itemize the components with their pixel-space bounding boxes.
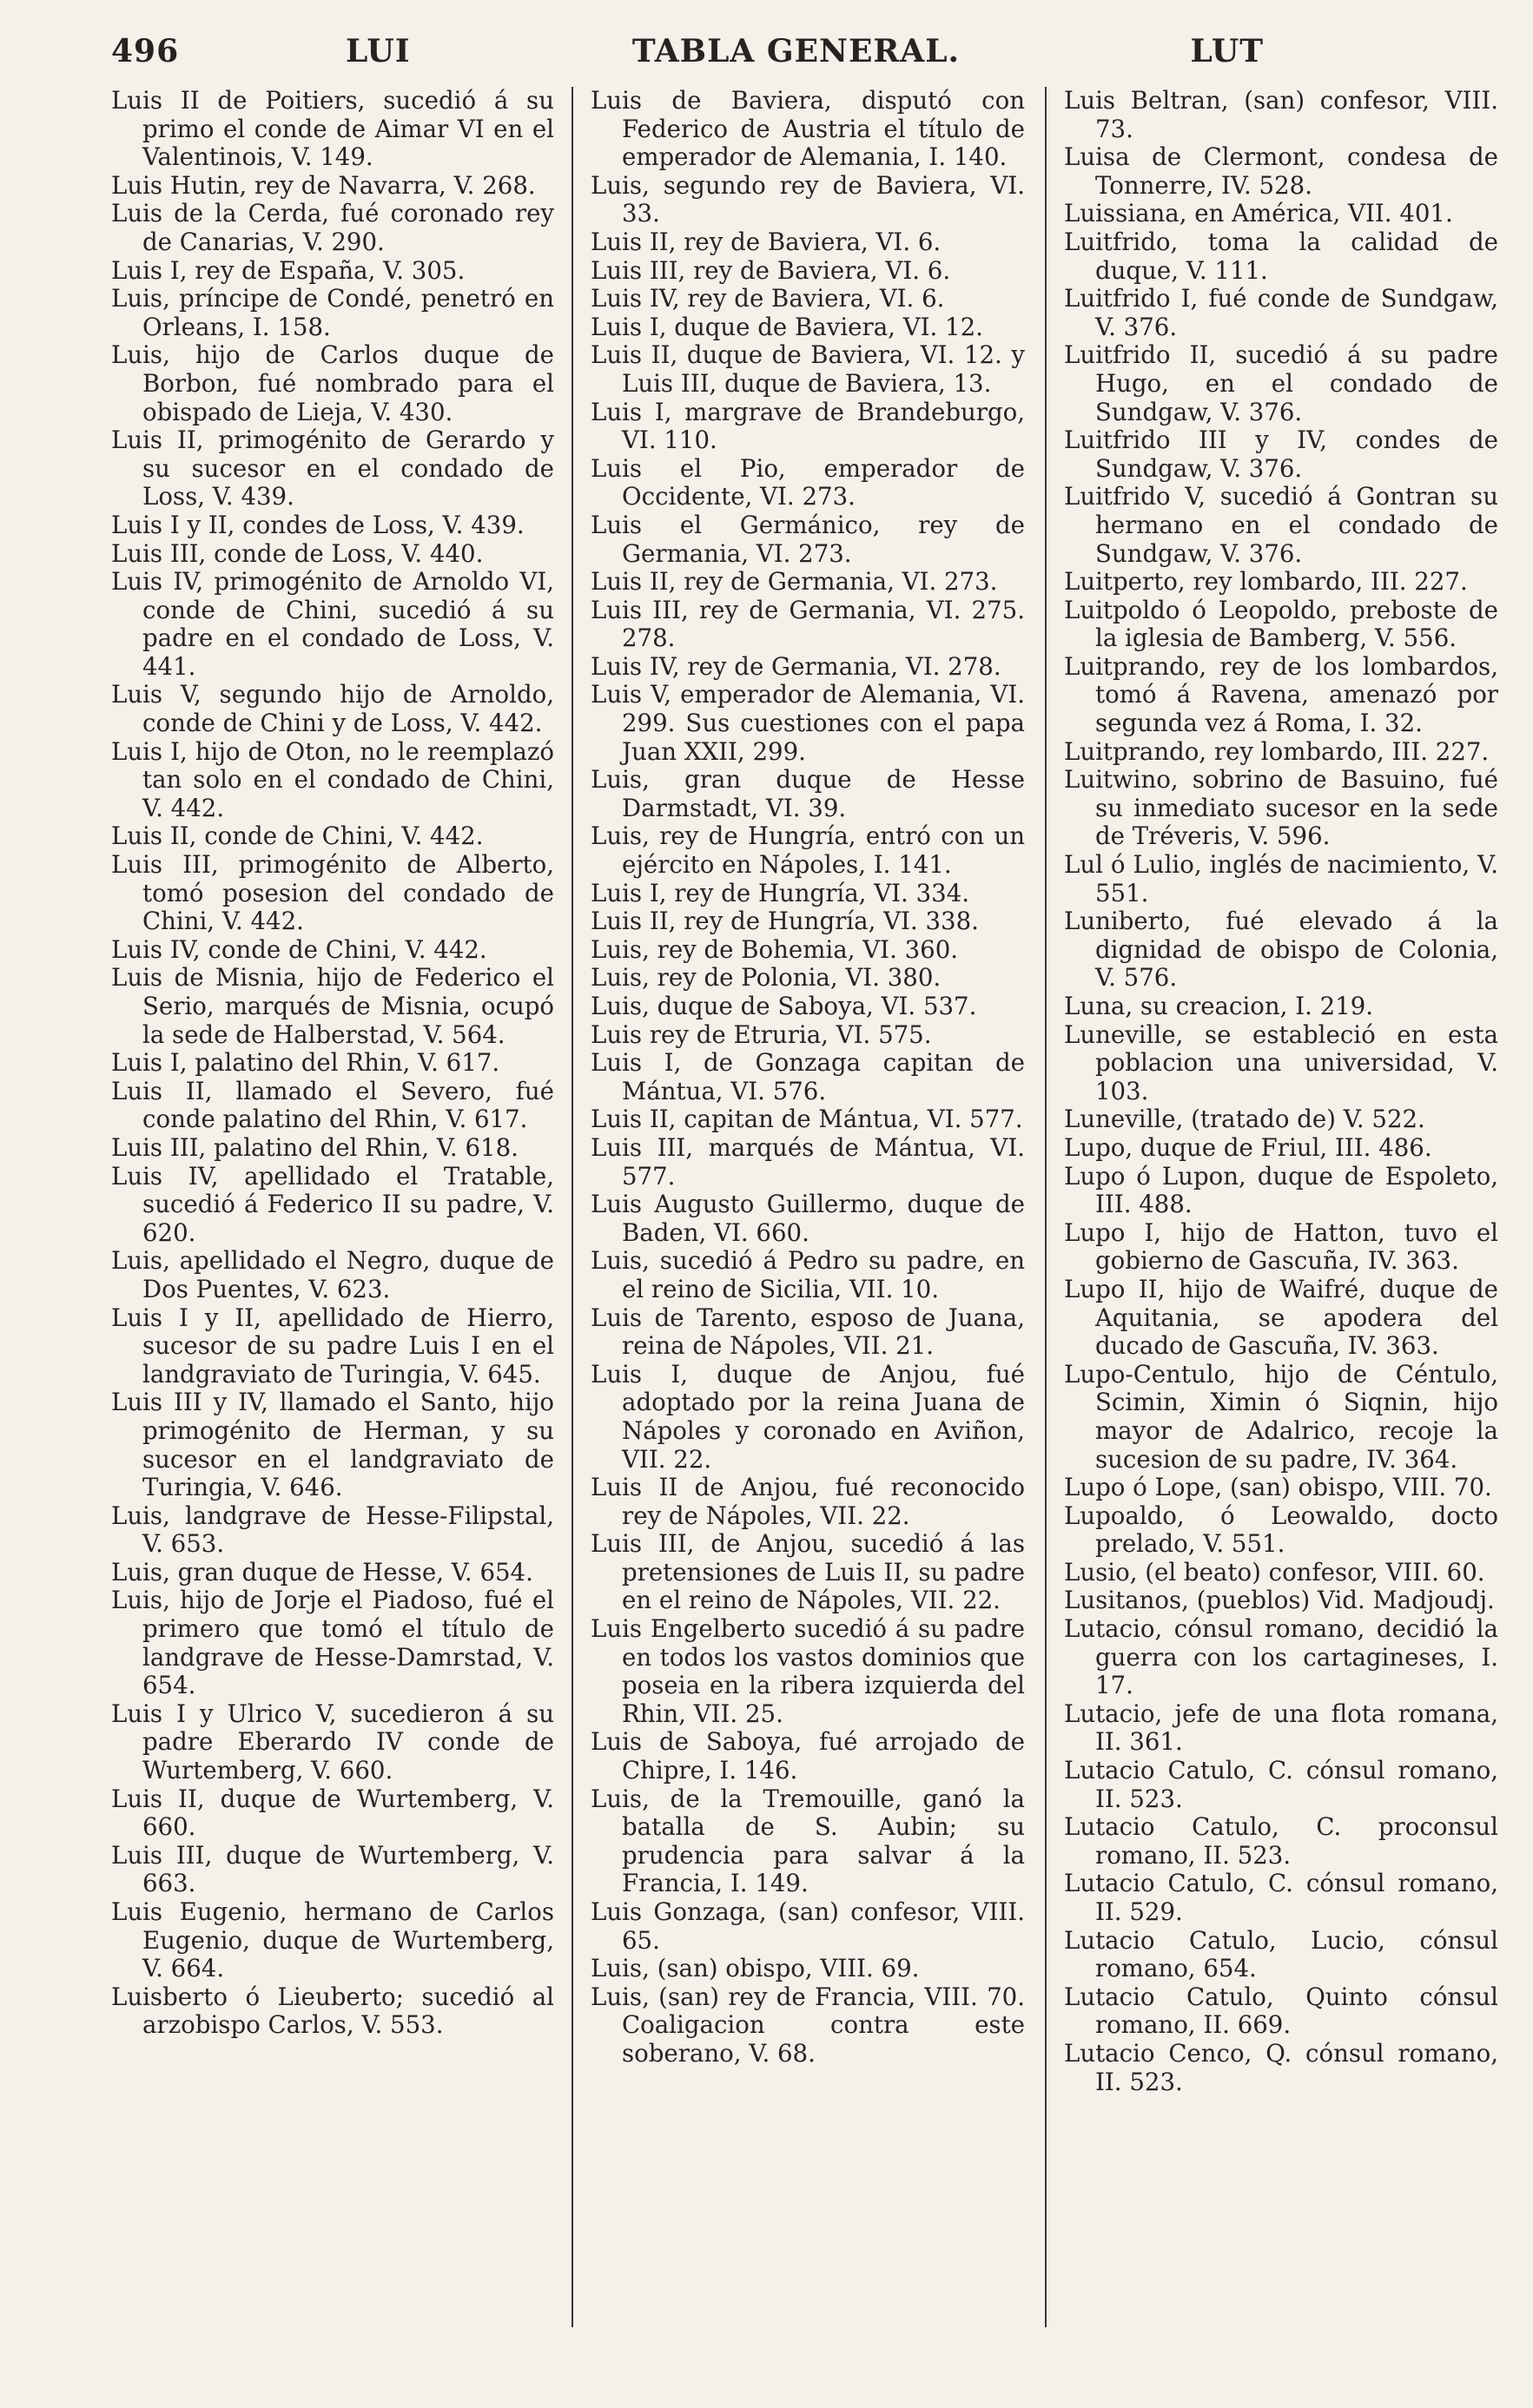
index-entry: Luis III, marqués de Mántua, VI. 577. [591,1132,1025,1191]
index-entry: Luis, hijo de Carlos duque de Borbon, fué nombrado para el obispado de Lieja, V. 430. [111,340,554,426]
header-right-word: LUT [1190,33,1264,69]
index-entry: Luitperto, rey lombardo, III. 227. [1064,567,1468,597]
index-entry: Luis de Baviera, disputó con Federico de Austria el título de emperador de Alemania, I. 140. [591,86,1025,172]
index-entry: Luis, (san) obispo, VIII. 69. [591,1954,920,1983]
index-entry: Luis rey de Etruria, VI. 575. [591,1019,932,1049]
index-entry: Luis II de Poitiers, sucedió á su primo el conde de Aimar VI en el Valentinois, V. 149. [111,86,554,172]
index-entry: Luna, su creacion, I. 219. [1064,992,1374,1020]
index-entry: Luis II, conde de Chini, V. 442. [111,821,484,851]
index-entry: Luis III, rey de Germania, VI. 275. 278. [591,595,1025,653]
index-entry: Luis IV, conde de Chini, V. 442. [111,934,487,964]
index-entry: Luis III y IV, llamado el Santo, hijo primogénito de Herman, y su sucesor en el landgraviato de Turingia, V. 646. [111,1388,554,1502]
index-entry: Luis, duque de Saboya, VI. 537. [591,992,977,1020]
index-entry: Luis III, palatino del Rhin, V. 618. [111,1132,519,1162]
index-entry: Luis, apellidado el Negro, duque de Dos Puentes, V. 623. [111,1246,554,1303]
index-entry: Luis, (san) rey de Francia, VIII. 70. Coaligacion contra este soberano, V. 68. [591,1982,1025,2068]
page-number: 496 [111,33,180,69]
index-column-1 [111,87,554,2356]
index-entry: Luis I, margrave de Brandeburgo, VI. 110. [591,397,1025,455]
index-entry: Luis Engelberto sucedió á su padre en todos los vastos dominios que poseia en la ribera izquierda del Rhin, VII. 25. [591,1614,1025,1728]
index-entry: Lupoaldo, ó Leowaldo, docto prelado, V. 551. [1064,1501,1498,1559]
index-entry: Luis, rey de Polonia, VI. 380. [591,963,942,993]
index-entry: Luis II, rey de Baviera, VI. 6. [591,227,942,256]
index-entry: Luis IV, apellidado el Tratable, sucedió á Federico II su padre, V. 620. [111,1161,554,1247]
index-entry: Luis III, de Anjou, sucedió á las pretensiones de Luis II, su padre en el reino de Nápoles, VII. 22. [591,1529,1025,1615]
index-entry: Lutacio Catulo, C. proconsul romano, II. 523. [1064,1812,1498,1870]
index-entry: Luis V, emperador de Alemania, VI. 299. Sus cuestiones con el papa Juan XXII, 299. [591,680,1025,766]
index-entry: Lutacio Catulo, C. cónsul romano, II. 523. [1064,1756,1498,1813]
index-entry: Luis, sucedió á Pedro su padre, en el reino de Sicilia, VII. 10. [591,1246,1025,1303]
index-entry: Luitprando, rey de los lombardos, tomó á Ravena, amenazó por segunda vez á Roma, I. 32. [1064,651,1498,738]
index-entry: Luis II, capitan de Mántua, VI. 577. [591,1105,1023,1134]
index-entry: Luneville, (tratado de) V. 522. [1064,1105,1425,1134]
index-entry: Lutacio Catulo, Quinto cónsul romano, II. 669. [1064,1982,1498,2040]
index-entry: Luis Beltran, (san) confesor, VIII. 73. [1064,86,1498,143]
index-entry: Luis II, duque de Wurtemberg, V. 660. [111,1784,554,1842]
index-entry: Luis I, duque de Baviera, VI. 12. [591,312,983,341]
index-entry: Luniberto, fué elevado á la dignidad de obispo de Colonia, V. 576. [1064,907,1498,993]
index-entry: Luisberto ó Lieuberto; sucedió al arzobispo Carlos, V. 553. [111,1982,554,2040]
index-entry: Luis Gonzaga, (san) confesor, VIII. 65. [591,1897,1025,1955]
index-entry: Lupo-Centulo, hijo de Céntulo, Scimin, Ximin ó Siqnin, hijo mayor de Adalrico, recoje la sucesion de su padre, IV. 364. [1064,1359,1498,1474]
index-column-2 [591,87,1025,2356]
index-entry: Luis I, rey de Hungría, VI. 334. [591,878,970,907]
index-entry: Luis, de la Tremouille, ganó la batalla de S. Aubin; su prudencia para salvar á la Francia, I. 149. [591,1784,1025,1898]
index-entry: Lutacio, jefe de una flota romana, II. 361. [1064,1699,1498,1757]
index-entry: Lutacio Catulo, C. cónsul romano, II. 529. [1064,1869,1498,1926]
index-entry: Luitpoldo ó Leopoldo, preboste de la iglesia de Bamberg, V. 556. [1064,595,1498,653]
index-entry: Luis I, duque de Anjou, fué adoptado por la reina Juana de Nápoles y coronado en Aviñon, VII. 22. [591,1359,1025,1474]
index-entry: Luis IV, rey de Germania, VI. 278. [591,651,1001,681]
index-entry: Luissiana, en América, VII. 401. [1064,199,1453,228]
column-divider [1045,87,1047,2327]
index-entry: Luis II, llamado el Severo, fué conde palatino del Rhin, V. 617. [111,1076,554,1134]
index-entry: Luis III, primogénito de Alberto, tomó posesion del condado de Chini, V. 442. [111,850,554,936]
index-entry: Luis I y II, apellidado de Hierro, sucesor de su padre Luis I en el landgraviato de Turingia, V. 645. [111,1303,554,1389]
index-entry: Luis, hijo de Jorje el Piadoso, fué el primero que tomó el título de landgrave de Hesse-Damrstad, V. 654. [111,1586,554,1700]
index-entry: Luis I y Ulrico V, sucedieron á su padre Eberardo IV conde de Wurtemberg, V. 660. [111,1699,554,1785]
column-divider [572,87,573,2327]
index-entry: Luitfrido III y IV, condes de Sundgaw, V. 376. [1064,426,1498,483]
running-header [111,33,1481,89]
index-entry: Luis I, de Gonzaga capitan de Mántua, VI. 576. [591,1048,1025,1105]
index-entry: Luis, gran duque de Hesse, V. 654. [111,1557,533,1587]
index-entry: Luisa de Clermont, condesa de Tonnerre, IV. 528. [1064,142,1498,200]
index-entry: Lusio, (el beato) confesor, VIII. 60. [1064,1557,1485,1587]
index-entry: Luis, príncipe de Condé, penetró en Orleans, I. 158. [111,284,554,341]
index-entry: Lutacio, cónsul romano, decidió la guerra con los cartagineses, I. 17. [1064,1614,1498,1700]
index-entry: Luis V, segundo hijo de Arnoldo, conde de Chini y de Loss, V. 442. [111,680,554,738]
index-entry: Luis, gran duque de Hesse Darmstadt, VI. 39. [591,765,1025,822]
page-title: TABLA GENERAL. [631,33,961,69]
index-entry: Luis II, rey de Hungría, VI. 338. [591,907,979,936]
index-entry: Luis, landgrave de Hesse-Filipstal, V. 653. [111,1501,554,1559]
index-entry: Luis de la Cerda, fué coronado rey de Canarias, V. 290. [111,199,554,256]
index-entry: Lul ó Lulio, inglés de nacimiento, V. 551. [1064,850,1498,907]
index-entry: Luis Eugenio, hermano de Carlos Eugenio, duque de Wurtemberg, V. 664. [111,1897,554,1983]
index-entry: Luis IV, primogénito de Arnoldo VI, conde de Chini, sucedió á su padre en el condado de Loss, V. 441. [111,567,554,681]
header-left-word: LUI [346,33,411,69]
index-column-3 [1064,87,1498,2356]
index-entry: Luis II, duque de Baviera, VI. 12. y Luis III, duque de Baviera, 13. [591,340,1025,398]
index-entry: Luneville, se estableció en esta poblacion una universidad, V. 103. [1064,1019,1498,1105]
index-entry: Luitwino, sobrino de Basuino, fué su inmediato sucesor en la sede de Tréveris, V. 596. [1064,765,1498,851]
index-entry: Luis II de Anjou, fué reconocido rey de Nápoles, VII. 22. [591,1473,1025,1530]
index-entry: Luis de Misnia, hijo de Federico el Serio, marqués de Misnia, ocupó la sede de Halberstad, V. 564. [111,963,554,1049]
index-entry: Luis IV, rey de Baviera, VI. 6. [591,284,945,313]
index-entry: Luitfrido II, sucedió á su padre Hugo, en el condado de Sundgaw, V. 376. [1064,340,1498,426]
index-entry: Lutacio Catulo, Lucio, cónsul romano, 654. [1064,1925,1498,1983]
index-entry: Luis II, rey de Germania, VI. 273. [591,567,998,597]
index-entry: Lupo I, hijo de Hatton, tuvo el gobierno de Gascuña, IV. 363. [1064,1217,1498,1276]
index-entry: Luis III, duque de Wurtemberg, V. 663. [111,1840,554,1898]
index-entry: Luis, rey de Hungría, entró con un ejército en Nápoles, I. 141. [591,821,1025,880]
index-entry: Lupo II, hijo de Waifré, duque de Aquitania, se apodera del ducado de Gascuña, IV. 363. [1064,1274,1498,1361]
index-entry: Lutacio Cenco, Q. cónsul romano, II. 523. [1064,2038,1498,2096]
index-entry: Luis III, rey de Baviera, VI. 6. [591,255,951,285]
index-entry: Luis I, rey de España, V. 305. [111,255,466,285]
index-entry: Lupo, duque de Friul, III. 486. [1064,1132,1432,1162]
index-entry: Luis Hutin, rey de Navarra, V. 268. [111,170,536,200]
index-entry: Luis de Tarento, esposo de Juana, reina de Nápoles, VII. 21. [591,1303,1025,1361]
index-entry: Luis II, primogénito de Gerardo y su sucesor en el condado de Loss, V. 439. [111,426,554,511]
index-entry: Luis, rey de Bohemia, VI. 360. [591,934,959,964]
index-entry: Luis el Germánico, rey de Germania, VI. 273. [591,510,1025,568]
index-entry: Luitprando, rey lombardo, III. 227. [1064,736,1490,766]
index-entry: Lusitanos, (pueblos) Vid. Madjoudj. [1064,1586,1495,1615]
index-entry: Luis III, conde de Loss, V. 440. [111,538,484,568]
index-entry: Luis I, hijo de Oton, no le reemplazó tan solo en el condado de Chini, V. 442. [111,736,554,822]
index-entry: Luitfrido I, fué conde de Sundgaw, V. 376. [1064,284,1498,341]
index-entry: Luis I y II, condes de Loss, V. 439. [111,510,525,539]
index-entry: Luis de Saboya, fué arrojado de Chipre, I. 146. [591,1727,1025,1785]
index-entry: Luis, segundo rey de Baviera, VI. 33. [591,170,1025,228]
index-entry: Luis el Pio, emperador de Occidente, VI. 273. [591,453,1025,511]
index-entry: Lupo ó Lope, (san) obispo, VIII. 70. [1064,1473,1492,1502]
index-entry: Luitfrido V, sucedió á Gontran su hermano en el condado de Sundgaw, V. 376. [1064,482,1498,568]
index-entry: Lupo ó Lupon, duque de Espoleto, III. 488. [1064,1161,1498,1219]
index-entry: Luitfrido, toma la calidad de duque, V. 111. [1064,227,1498,285]
index-entry: Luis Augusto Guillermo, duque de Baden, VI. 660. [591,1190,1025,1247]
index-entry: Luis I, palatino del Rhin, V. 617. [111,1048,500,1078]
